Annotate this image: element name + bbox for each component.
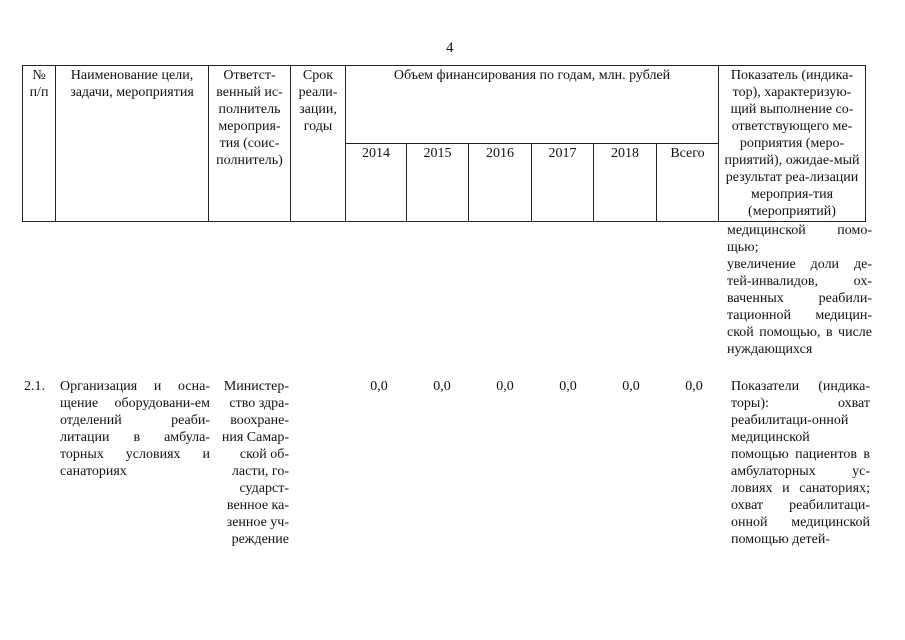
indicator-continuation: [727, 222, 872, 358]
header-indicator: Показатель (индика-тор), характеризую-щий выполнение со-ответствующего ме-роприятия (меро-приятий), ожидае-мый результат реа-лизации мероприя-тия (мероприятий): [719, 66, 866, 222]
value-2016: 0,0: [496, 379, 514, 394]
header-term: Срок реали-зации, годы: [291, 66, 346, 222]
row-number: 2.1.: [24, 379, 45, 394]
header-year: 2015: [407, 144, 469, 222]
row-responsible: Министер-ство здра-воохране-ния Самар-ской об-ласти, го-сударст-венное ка-зенное уч-реждение: [221, 379, 289, 547]
value-2014: 0,0: [370, 379, 388, 394]
header-year: 2016: [469, 144, 532, 222]
value-2017: 0,0: [559, 379, 577, 394]
value-2018: 0,0: [622, 379, 640, 394]
header-funding-title: Объем финансирования по годам, млн. рублей: [346, 66, 719, 144]
header-responsible: Ответст-венный ис-полнитель мероприя-тия (соис-полнитель): [209, 66, 291, 222]
header-year: 2017: [532, 144, 594, 222]
header-year: 2018: [594, 144, 657, 222]
row-indicator: Показатели (индика-торы): охват реабилитаци-онной медицинской помощью пациентов в амбулаторных ус-ловиях и санаториях; охват реабилитаци-онной медицинской помощью детей-: [731, 379, 870, 547]
header-name: Наименование цели, задачи, мероприятия: [56, 66, 209, 222]
header-number: № п/п: [23, 66, 56, 222]
table-header: [22, 65, 866, 222]
row-name: Организация и осна-щение оборудовани-ем отделений реаби-литации в амбула-торных условиях и санаториях: [60, 379, 210, 479]
continuation-line: увеличение доли де-тей-инвалидов, ох-ваченных реабили-тационной медицин-ской помощью, в числе нуждающихся: [727, 257, 872, 357]
continuation-line: медицинской помо-щью;: [727, 223, 872, 255]
value-2015: 0,0: [433, 379, 451, 394]
header-year: 2014: [346, 144, 407, 222]
header-total: Всего: [657, 144, 719, 222]
value-total: 0,0: [685, 379, 703, 394]
page-number: 4: [446, 40, 454, 56]
